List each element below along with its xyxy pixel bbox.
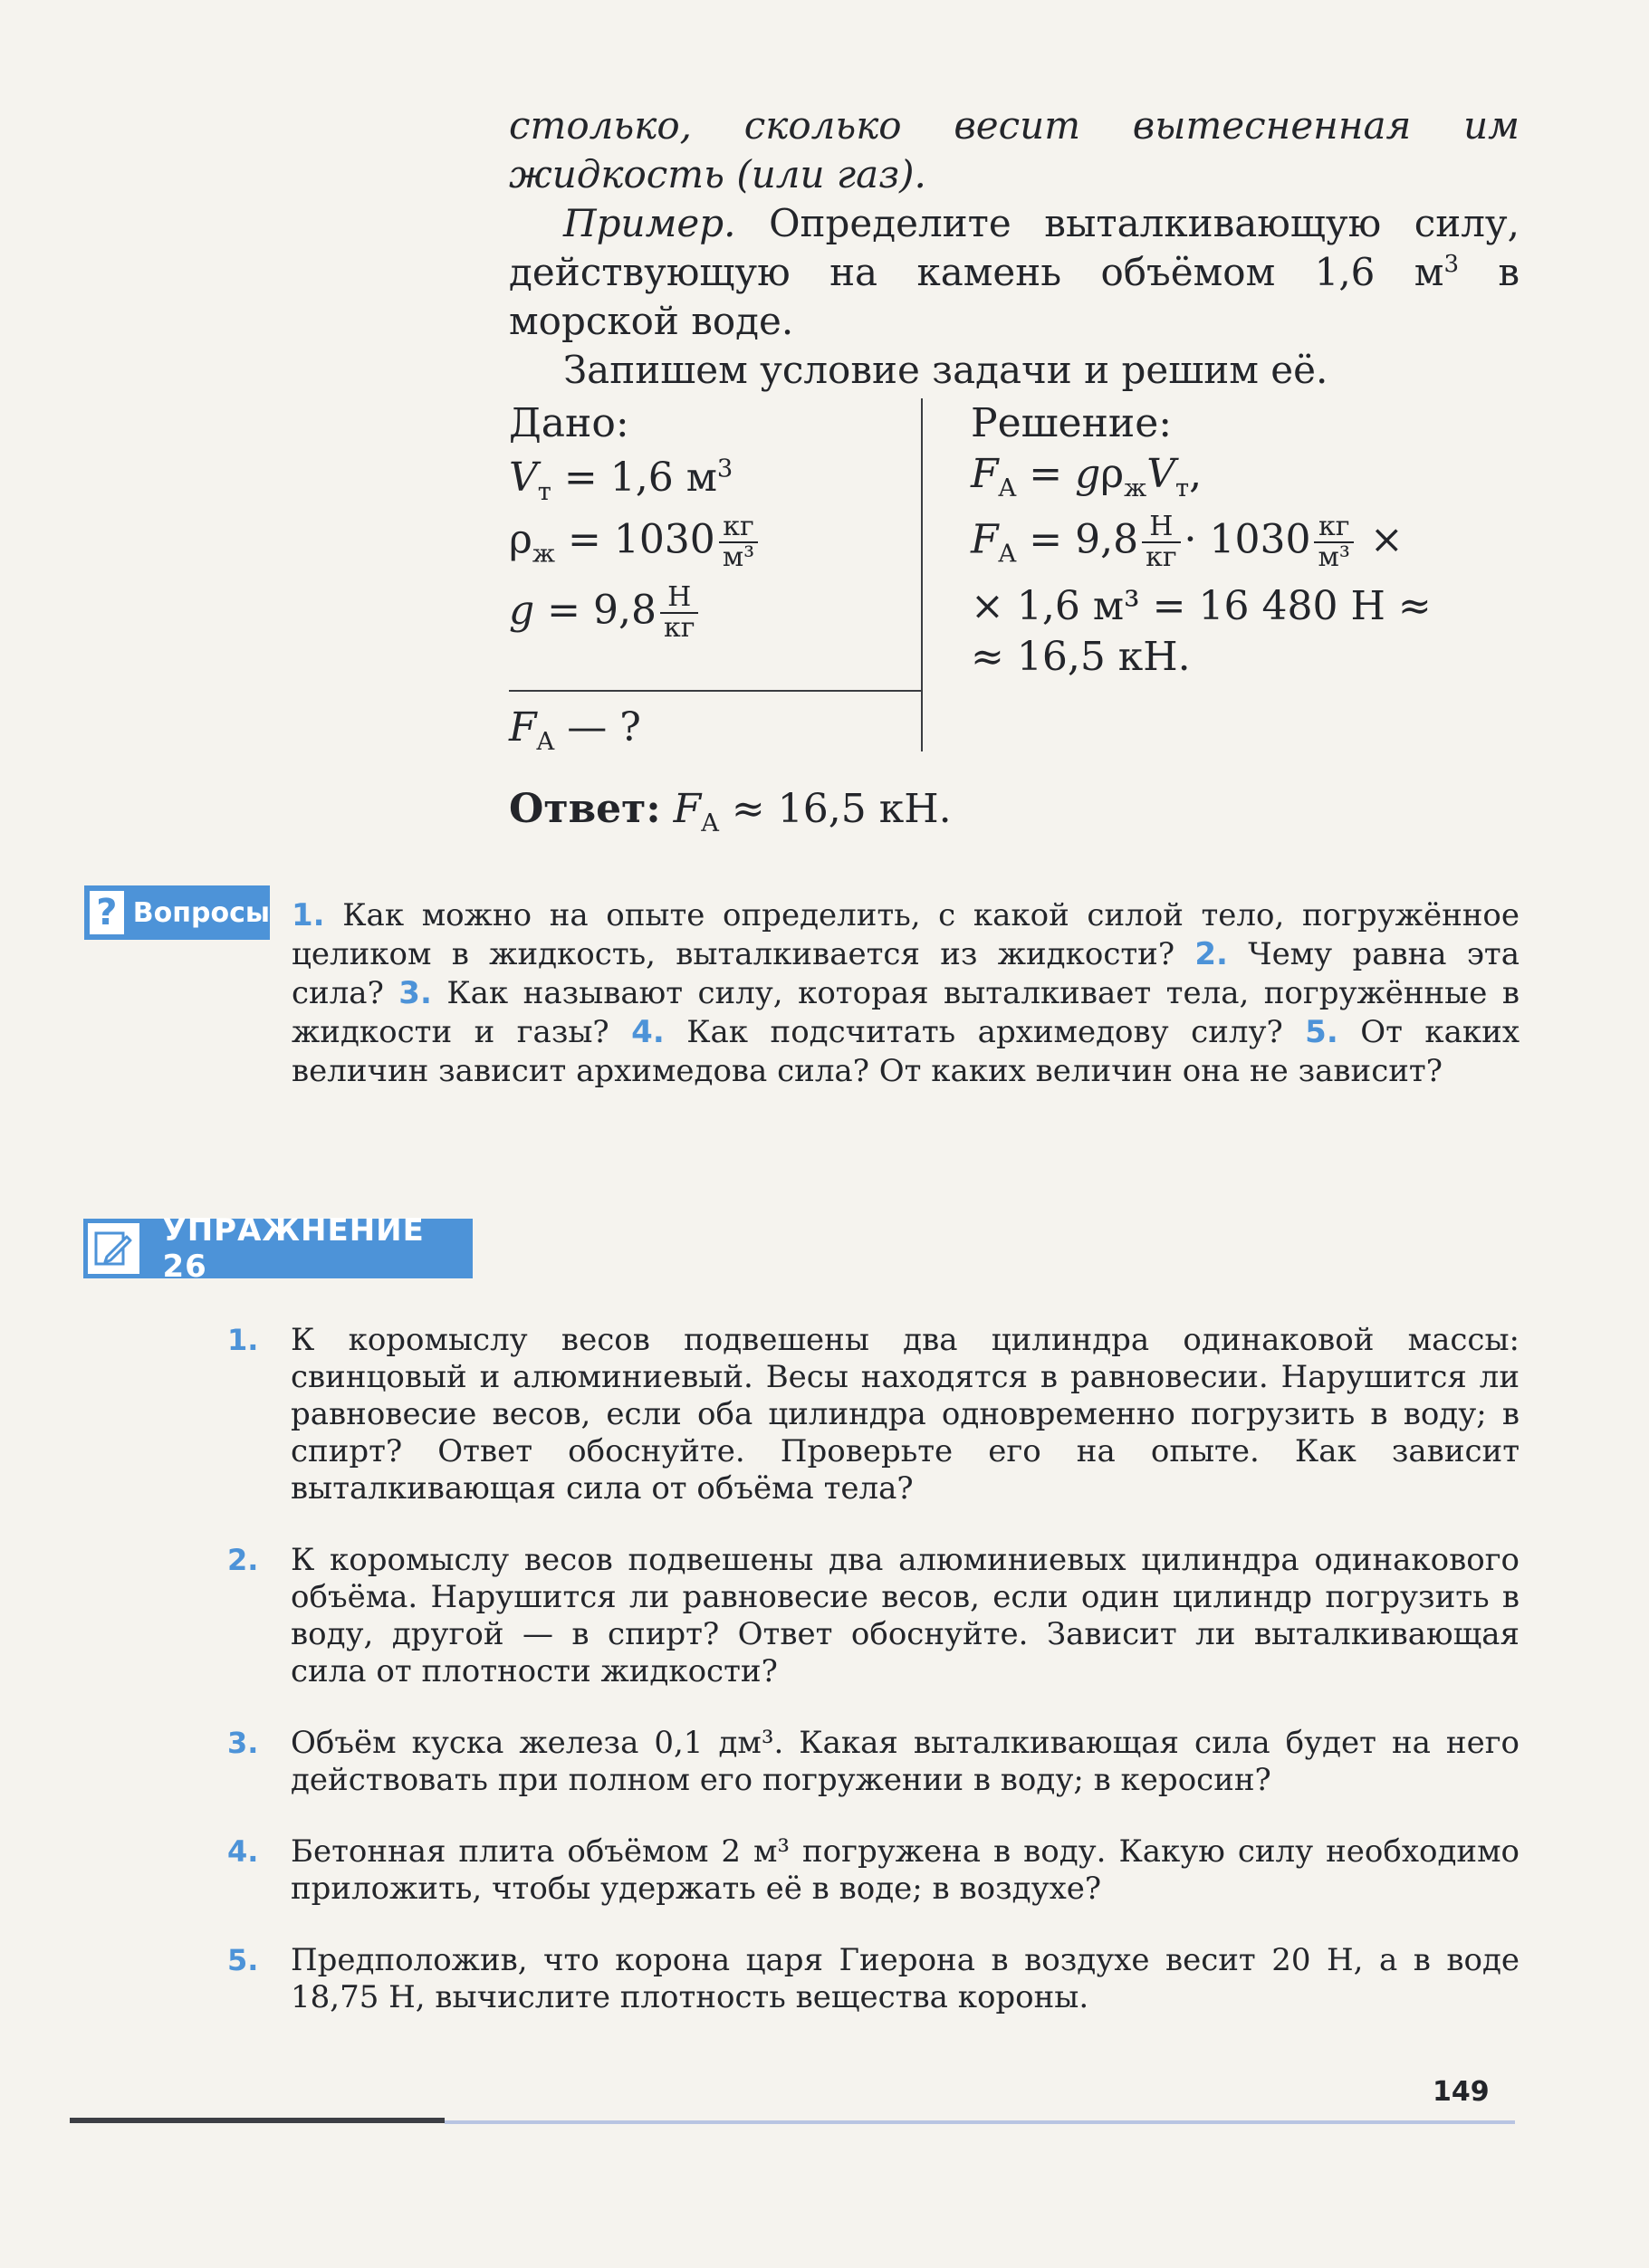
example-setup: Запишем условие задачи и решим её. [563,348,1328,392]
footer-rule-light [445,2120,1515,2124]
question-text: Как называют силу, которая выталкивает тела, погружённые в жидкости и газы? [292,975,1520,1050]
density-unit-fraction: $\frac{кг}{\text{м³}}$ [719,512,758,572]
solution-result: × 1,6 м³ = 16 480 Н ≈ [971,583,1432,629]
exercise-title: УПРАЖНЕНИЕ 26 [162,1212,425,1285]
solution-formula: $F_A = g\rho_жV_т$, [971,451,1203,502]
question-number: 2. [1194,936,1228,972]
question-mark-icon: ? [90,891,124,934]
exercise-text: Предположив, что корона царя Гиерона в воздухе весит 20 Н, а в воде 18,75 Н, вычислите плотность вещества короны. [291,1942,1520,2015]
exercise-item [222,1542,1520,1690]
given-volume: $V_т = 1,6$ $м^3$ [509,455,733,506]
exercise-number: 2. [227,1543,259,1577]
question-text: Как можно на опыте определить, с какой силой тело, погружённое целиком в жидкость, выталкивается из жидкости? [292,897,1520,972]
question-text: От каких величин зависит архимедова сила? От каких величин она не зависит? [292,1014,1520,1089]
exercise-item [222,1725,1520,1799]
page-number: 149 [1433,2076,1490,2108]
exercise-number: 5. [227,1943,259,1977]
solution-substitution: $F_A = 9,8$ $\frac{Н}{кг}$ · 1030 $\frac{кг}{\text{м³}}$ × [971,511,1404,573]
example-label: Пример. [563,201,736,245]
exercise-item [222,1942,1520,2016]
find-quantity: $F_A$ — ? [509,704,641,756]
questions-text [292,896,1520,1091]
question-text: Как подсчитать архимедову силу? [664,1014,1306,1050]
solution-label: Решение: [971,400,1173,446]
footer-rule-dark [70,2118,445,2123]
exercise-header [83,1212,473,1285]
exercise-text: Бетонная плита объёмом 2 м³ погружена в воду. Какую силу необходимо приложить, чтобы удержать её в воде; в воздухе? [291,1833,1520,1907]
question-text: Чему равна эта сила? [292,936,1520,1011]
example-text-1: Определите выталкивающую силу, действующую на камень объёмом 1,6 м [509,201,1520,294]
kg-per-m3-fraction: $\frac{кг}{\text{м³}}$ [1314,512,1353,572]
answer-value: ≈ 16,5 кН. [731,786,952,832]
answer-label: Ответ: [509,786,661,832]
solution-column [971,398,1520,683]
exercise-list [222,1322,1520,2051]
given-gravity: g = 9,8 $\frac{Н}{кг}$ [509,583,918,643]
given-column [509,398,918,756]
n-per-kg-fraction: $\frac{Н}{кг}$ [1142,512,1180,572]
pencil-icon [88,1223,139,1274]
given-label: Дано: [509,400,629,446]
question-number: 4. [631,1014,665,1050]
exercise-number: 3. [227,1726,259,1760]
exercise-text: К коромыслу весов подвешены два алюминиевых цилиндра одинакового объёма. Нарушится ли равновесие весов, если один цилиндр погрузить в воду, другой — в спирт? Ответ обоснуйте. Зависит ли выталкивающая сила от плотности жидкости? [291,1542,1520,1689]
exercise-number: 4. [227,1834,259,1869]
question-number: 5. [1305,1014,1338,1050]
questions-label: Вопросы [132,896,270,929]
exercise-number: 1. [227,1323,259,1357]
questions-badge [84,885,270,940]
answer-line: Ответ: $F_A \approx 16,5$ кН. [509,786,952,837]
table-horizontal-divider [509,690,923,692]
table-vertical-divider [921,398,923,751]
archimedes-law-ending: столько, сколько весит вытесненная им жидкость (или газ). [509,103,1520,196]
exercise-item [222,1322,1520,1507]
question-number: 3. [398,975,432,1011]
exercise-text: К коромыслу весов подвешены два цилиндра одинаковой массы: свинцовый и алюминиевый. Весы находятся в равновесии. Нарушится ли равновесие весов, если оба цилиндра одновременно погрузить в воду; в спирт? Ответ обоснуйте. Проверьте его на опыте. Как зависит выталкивающая сила от объёма тела? [291,1322,1520,1507]
given-density: $\rho_ж = 1030$ $\frac{кг}{\text{м³}}$ [509,512,918,572]
exercise-item [222,1833,1520,1908]
example-text-sup: 3 [1443,251,1459,278]
task-table [509,398,1520,779]
intro-block [509,101,1520,395]
question-number: 1. [292,897,325,933]
solution-rounded: ≈ 16,5 кН. [971,634,1191,680]
example-paragraph [509,199,1520,346]
exercise-text: Объём куска железа 0,1 дм³. Какая выталкивающая сила будет на него действовать при полном его погружении в воду; в керосин? [291,1725,1520,1798]
example-text-2: в морской воде. [509,250,1520,343]
gravity-unit-fraction: $\frac{Н}{кг}$ [660,583,698,643]
